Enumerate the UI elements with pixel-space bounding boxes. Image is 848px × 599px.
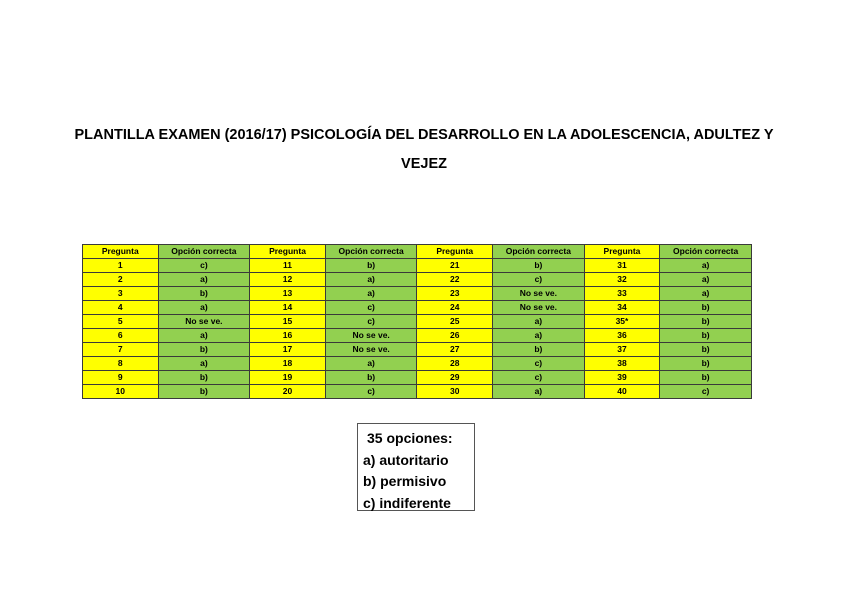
correct-option-cell: No se ve. [325, 343, 417, 357]
header-answer: Opción correcta [660, 245, 752, 259]
title-line-1: PLANTILLA EXAMEN (2016/17) PSICOLOGÍA DEL DESARROLLO EN LA ADOLESCENCIA, ADULTEZ Y [74, 127, 774, 143]
legend-item: c) indiferente [363, 494, 451, 511]
correct-option-cell: c) [493, 273, 585, 287]
question-number-cell: 16 [250, 329, 326, 343]
question-number-cell: 17 [250, 343, 326, 357]
correct-option-cell: a) [660, 259, 752, 273]
correct-option-cell: a) [493, 385, 585, 399]
correct-option-cell: c) [660, 385, 752, 399]
question-number-cell: 3 [83, 287, 159, 301]
question-number-cell: 26 [417, 329, 493, 343]
question-number-cell: 38 [584, 357, 660, 371]
table-row [83, 273, 752, 287]
header-question: Pregunta [584, 245, 660, 259]
correct-option-cell: No se ve. [493, 287, 585, 301]
correct-option-cell: b) [493, 343, 585, 357]
question-number-cell: 35* [584, 315, 660, 329]
correct-option-cell: a) [325, 273, 417, 287]
correct-option-cell: No se ve. [158, 315, 250, 329]
question-number-cell: 15 [250, 315, 326, 329]
header-question: Pregunta [83, 245, 159, 259]
legend-item: a) autoritario [363, 451, 449, 468]
correct-option-cell: a) [493, 315, 585, 329]
header-answer: Opción correcta [325, 245, 417, 259]
correct-option-cell: c) [325, 315, 417, 329]
question-number-cell: 21 [417, 259, 493, 273]
question-number-cell: 9 [83, 371, 159, 385]
document-title [40, 121, 808, 179]
question-number-cell: 37 [584, 343, 660, 357]
question-number-cell: 14 [250, 301, 326, 315]
correct-option-cell: a) [158, 273, 250, 287]
question-number-cell: 5 [83, 315, 159, 329]
question-number-cell: 30 [417, 385, 493, 399]
correct-option-cell: c) [325, 385, 417, 399]
correct-option-cell: a) [493, 329, 585, 343]
correct-option-cell: c) [325, 301, 417, 315]
table-row [83, 287, 752, 301]
correct-option-cell: b) [158, 371, 250, 385]
header-question: Pregunta [250, 245, 326, 259]
table-row [83, 315, 752, 329]
question-number-cell: 4 [83, 301, 159, 315]
question-number-cell: 12 [250, 273, 326, 287]
question-number-cell: 19 [250, 371, 326, 385]
question-number-cell: 29 [417, 371, 493, 385]
correct-option-cell: a) [158, 357, 250, 371]
legend-item: b) permisivo [363, 473, 447, 489]
question-number-cell: 1 [83, 259, 159, 273]
question-number-cell: 32 [584, 273, 660, 287]
question-number-cell: 27 [417, 343, 493, 357]
title-line-2: VEJEZ [401, 156, 447, 172]
question-number-cell: 31 [584, 259, 660, 273]
question-number-cell: 2 [83, 273, 159, 287]
correct-option-cell: No se ve. [325, 329, 417, 343]
question-number-cell: 10 [83, 385, 159, 399]
question-number-cell: 8 [83, 357, 159, 371]
question-number-cell: 22 [417, 273, 493, 287]
header-answer: Opción correcta [158, 245, 250, 259]
question-number-cell: 34 [584, 301, 660, 315]
question-number-cell: 28 [417, 357, 493, 371]
table-header-row [83, 245, 752, 259]
correct-option-cell: a) [325, 357, 417, 371]
header-answer: Opción correcta [493, 245, 585, 259]
table-row [83, 301, 752, 315]
question-number-cell: 25 [417, 315, 493, 329]
correct-option-cell: a) [158, 301, 250, 315]
correct-option-cell: b) [660, 357, 752, 371]
correct-option-cell: b) [158, 385, 250, 399]
correct-option-cell: c) [493, 357, 585, 371]
question-number-cell: 33 [584, 287, 660, 301]
correct-option-cell: a) [660, 273, 752, 287]
question-number-cell: 40 [584, 385, 660, 399]
question-number-cell: 6 [83, 329, 159, 343]
table-row [83, 343, 752, 357]
correct-option-cell: b) [325, 371, 417, 385]
correct-option-cell: a) [660, 287, 752, 301]
correct-option-cell: b) [660, 301, 752, 315]
question-number-cell: 11 [250, 259, 326, 273]
options-legend [357, 423, 475, 511]
table-row [83, 385, 752, 399]
question-number-cell: 13 [250, 287, 326, 301]
question-number-cell: 7 [83, 343, 159, 357]
correct-option-cell: b) [493, 259, 585, 273]
legend-heading: 35 opciones: [367, 430, 453, 446]
correct-option-cell: a) [325, 287, 417, 301]
question-number-cell: 18 [250, 357, 326, 371]
table-row [83, 357, 752, 371]
correct-option-cell: No se ve. [493, 301, 585, 315]
correct-option-cell: b) [660, 343, 752, 357]
correct-option-cell: b) [660, 315, 752, 329]
correct-option-cell: b) [158, 287, 250, 301]
correct-option-cell: c) [493, 371, 585, 385]
correct-option-cell: b) [158, 343, 250, 357]
table-row [83, 329, 752, 343]
correct-option-cell: b) [660, 371, 752, 385]
correct-option-cell: b) [325, 259, 417, 273]
question-number-cell: 20 [250, 385, 326, 399]
correct-option-cell: b) [660, 329, 752, 343]
table-row [83, 259, 752, 273]
question-number-cell: 24 [417, 301, 493, 315]
table-row [83, 371, 752, 385]
correct-option-cell: a) [158, 329, 250, 343]
question-number-cell: 39 [584, 371, 660, 385]
header-question: Pregunta [417, 245, 493, 259]
correct-option-cell: c) [158, 259, 250, 273]
question-number-cell: 36 [584, 329, 660, 343]
answer-key-table [82, 244, 752, 399]
question-number-cell: 23 [417, 287, 493, 301]
